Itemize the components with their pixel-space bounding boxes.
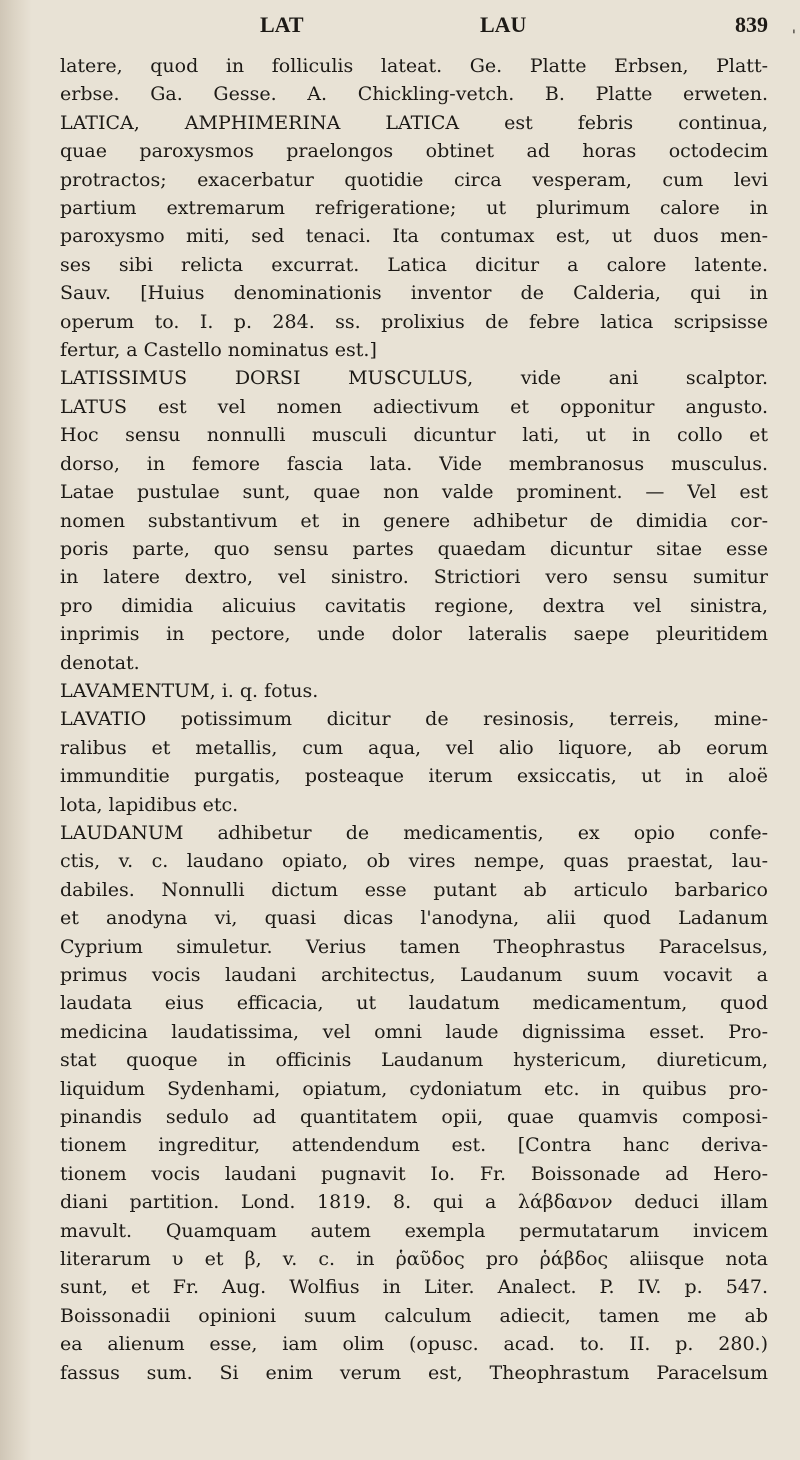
text-line: LAUDANUM adhibetur de medicamentis, ex opio confe- (60, 821, 768, 844)
text-line: quae paroxysmos praelongos obtinet ad horas octodecim (60, 140, 768, 163)
text-line: poris parte, quo sensu partes quaedam dicuntur sitae esse (60, 537, 768, 560)
text-line: pinandis sedulo ad quantitatem opii, quae quamvis composi- (60, 1106, 768, 1129)
header-left-word: LAT (260, 12, 304, 37)
text-line: LAVAMENTUM, i. q. fotus. (60, 679, 319, 702)
text-line: dabiles. Nonnulli dictum esse putant ab articulo barbarico (60, 878, 768, 901)
text-line: protractos; exacerbatur quotidie circa vesperam, cum levi (60, 168, 768, 191)
text-line: lota, lapidibus etc. (60, 793, 239, 816)
text-line: sunt, et Fr. Aug. Wolfius in Liter. Analect. P. IV. p. 547. (60, 1276, 768, 1299)
text-line: medicina laudatissima, vel omni laude dignissima esset. Pro- (60, 1020, 768, 1043)
dictionary-text-column (60, 52, 768, 1387)
text-line: laudata eius efficacia, ut laudatum medicamentum, quod (60, 992, 768, 1015)
text-line: Boissonadii opinioni suum calculum adiecit, tamen me ab (60, 1304, 768, 1327)
text-line: dorso, in femore fascia lata. Vide membranosus musculus. (60, 452, 768, 475)
text-line: tionem ingreditur, attendendum est. [Contra hanc deriva- (60, 1134, 768, 1157)
header-middle-word: LAU (480, 12, 527, 37)
text-line: literarum υ et β, v. c. in ῥαῦδος pro ῥάβδος aliisque nota (60, 1248, 768, 1271)
text-line: nomen substantivum et in genere adhibetur de dimidia cor- (60, 509, 768, 532)
text-line: partium extremarum refrigeratione; ut plurimum calore in (60, 197, 768, 220)
text-line: stat quoque in officinis Laudanum hystericum, diureticum, (60, 1049, 768, 1072)
text-line: LATUS est vel nomen adiectivum et opponitur angusto. (60, 395, 768, 418)
running-header (60, 12, 768, 52)
text-line: mavult. Quamquam autem exempla permutatarum invicem (60, 1219, 768, 1242)
text-line: fassus sum. Si enim verum est, Theophrastum Paracelsum (60, 1361, 768, 1384)
margin-mark: ' (792, 28, 796, 44)
page-gutter-shadow (0, 0, 32, 1460)
text-line: ctis, v. c. laudano opiato, ob vires nempe, quas praestat, lau- (60, 850, 768, 873)
text-line: LATISSIMUS DORSI MUSCULUS, vide ani scalptor. (60, 367, 768, 390)
text-line: tionem vocis laudani pugnavit Io. Fr. Boissonade ad Hero- (60, 1162, 768, 1185)
text-line: ses sibi relicta excurrat. Latica dicitur a calore latente. (60, 253, 768, 276)
text-line: diani partition. Lond. 1819. 8. qui a λάβδανον deduci illam (60, 1191, 768, 1214)
text-line: Sauv. [Huius denominationis inventor de Calderia, qui in (60, 282, 768, 305)
text-line: Latae pustulae sunt, quae non valde prominent. — Vel est (60, 481, 768, 504)
text-line: LATICA, AMPHIMERINA LATICA est febris continua, (60, 111, 768, 134)
text-line: Hoc sensu nonnulli musculi dicuntur lati, ut in collo et (60, 424, 768, 447)
text-line: operum to. I. p. 284. ss. prolixius de febre latica scripsisse (60, 310, 768, 333)
text-line: fertur, a Castello nominatus est.] (60, 339, 377, 362)
text-line: latere, quod in folliculis lateat. Ge. Platte Erbsen, Platt- (60, 55, 768, 77)
page-number: 839 (735, 12, 768, 37)
text-line: primus vocis laudani architectus, Laudanum suum vocavit a (60, 964, 768, 986)
text-line: denotat. (60, 651, 140, 674)
text-line: ea alienum esse, iam olim (opusc. acad. to. II. p. 280.) (60, 1333, 768, 1356)
text-line: pro dimidia alicuius cavitatis regione, dextra vel sinistra, (60, 594, 768, 617)
text-line: Cyprium simuletur. Verius tamen Theophrastus Paracelsus, (60, 935, 768, 958)
text-line: erbse. Ga. Gesse. A. Chickling-vetch. B. Platte erweten. (60, 83, 768, 106)
text-line: liquidum Sydenhami, opiatum, cydoniatum etc. in quibus pro- (60, 1077, 768, 1100)
text-line: in latere dextro, vel sinistro. Strictiori vero sensu sumitur (60, 566, 768, 589)
text-line: et anodyna vi, quasi dicas l'anodyna, alii quod Ladanum (60, 907, 768, 930)
text-line: inprimis in pectore, unde dolor lateralis saepe pleuritidem (60, 623, 768, 646)
text-line: ralibus et metallis, cum aqua, vel alio liquore, ab eorum (60, 736, 768, 759)
text-line: immunditie purgatis, posteaque iterum exsiccatis, ut in aloë (60, 765, 768, 788)
text-line: paroxysmo miti, sed tenaci. Ita contumax est, ut duos men- (60, 225, 768, 248)
text-line: LAVATIO potissimum dicitur de resinosis, terreis, mine- (60, 708, 768, 731)
